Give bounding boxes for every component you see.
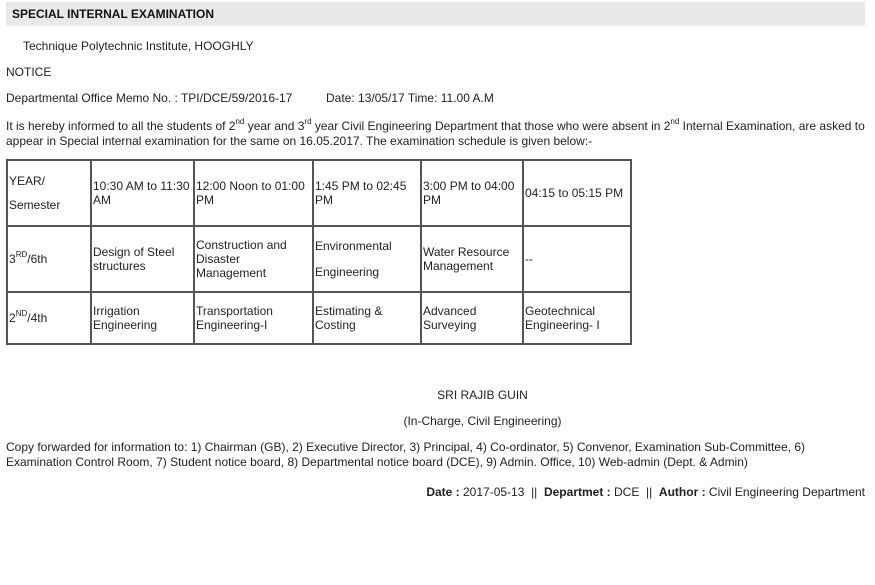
subject-cell: Irrigation Engineering (91, 292, 194, 344)
title-bar (6, 2, 865, 26)
notice-label: NOTICE (6, 65, 52, 79)
subject-cell: -- (523, 226, 631, 292)
date-value: 2017-05-13 (463, 485, 525, 499)
date-label: Date : (426, 485, 460, 499)
page-title: SPECIAL INTERNAL EXAMINATION (12, 7, 215, 21)
subject-cell: Construction and Disaster Management (194, 226, 313, 292)
subject-cell: Water Resource Management (421, 226, 523, 292)
separator: || (531, 485, 538, 499)
subject-cell: Advanced Surveying (421, 292, 523, 344)
exam-schedule-table (6, 159, 632, 345)
table-row (7, 292, 631, 344)
separator: || (646, 485, 653, 499)
intro-paragraph: It is hereby informed to all the students of 2nd year and 3rd year Civil Engineering Department that those who were absent in 2nd Internal Examination, are asked to appear in Special internal examination for the same on 16.05.2017. The examination schedule is given below:- (6, 117, 865, 148)
slot-header-cell: 04:15 to 05:15 PM (523, 160, 631, 226)
year-semester-cell: 3RD/6th (7, 226, 91, 292)
signatory-role: (In-Charge, Civil Engineering) (403, 414, 562, 428)
institute-name: Technique Polytechnic Institute, HOOGHLY (23, 39, 254, 53)
author-value: Civil Engineering Department (708, 485, 865, 499)
department-label: Departmet : (543, 485, 611, 499)
slot-header-cell: 12:00 Noon to 01:00 PM (194, 160, 313, 226)
slot-header-cell: 3:00 PM to 04:00 PM (421, 160, 523, 226)
department-value: DCE (614, 485, 640, 499)
subject-cell: Estimating & Costing (313, 292, 421, 344)
year-header-cell: YEAR/ Semester (7, 160, 91, 226)
document-meta-footer (426, 485, 865, 499)
copy-forwarded: Copy forwarded for information to: 1) Chairman (GB), 2) Executive Director, 3) Principal, 4) Co-ordinator, 5) Convenor, Examination Sub-Committee, 6) Examination Control Room, 7) Student notice board, 8) Departmental notice board (DCE), 9) Admin. Office, 10) Web-admin (Dept. & Admin) (6, 440, 805, 469)
slot-header-cell: 1:45 PM to 02:45 PM (313, 160, 421, 226)
subject-cell: Transportation Engineering-I (194, 292, 313, 344)
subject-cell: Design of Steel structures (91, 226, 194, 292)
year-semester-cell: 2ND/4th (7, 292, 91, 344)
signatory-name: SRI RAJIB GUIN (437, 388, 528, 402)
subject-cell: Environmental Engineering (313, 226, 421, 292)
slot-header-cell: 10:30 AM to 11:30 AM (91, 160, 194, 226)
memo-number: Departmental Office Memo No. : TPI/DCE/59/2016-17 (6, 91, 293, 105)
author-label: Author : (658, 485, 706, 499)
subject-cell: Geotechnical Engineering- I (523, 292, 631, 344)
table-row (7, 226, 631, 292)
table-header-row (7, 160, 631, 226)
memo-datetime: Date: 13/05/17 Time: 11.00 A.M (326, 91, 494, 105)
